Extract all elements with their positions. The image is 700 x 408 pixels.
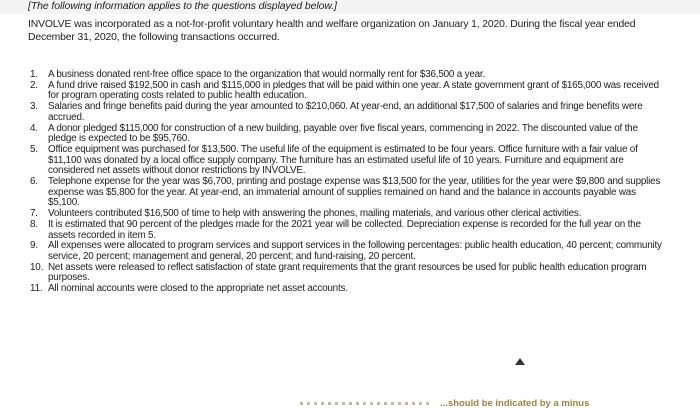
item-text: Office equipment was purchased for $13,500. The useful life of the equipment is estimated to be four years. Office furniture with a fair value of $11,100 was donated by a local office supply company. The furniture has an estimated useful life of 10 years. Furniture and equipment are considered net assets without donor restrictions by INVOLVE. [48,143,638,177]
cutoff-dotted-line [300,402,430,405]
item-number: 10. [30,261,44,273]
item-number: 7. [30,208,38,220]
item-text: Telephone expense for the year was $6,700, printing and postage expense was $13,500 for the year, utilities for the year were $9,800 and supplies expense was $5,800 for the year. At year-end, an immaterial amount of supplies remained on hand and the balance in accounts payable was $5,100. [48,176,661,209]
list-item [30,177,666,209]
list-item [30,220,666,241]
item-text: All expenses were allocated to program services and support services in the following percentages: public health education, 40 percent; community service, 20 percent; management and general, 20 percent; and fund-raising, 20 percent. [48,240,662,262]
list-item [30,124,666,145]
item-number: 8. [30,218,38,230]
item-number: 5. [30,143,38,155]
item-number: 3. [30,101,38,113]
intro-paragraph: INVOLVE was incorporated as a not-for-profit voluntary health and welfare organization on January 1, 2020. During the fiscal year ended December 31, 2020, the following transactions occurred. [28,19,636,43]
transaction-list [30,70,666,295]
info-note: [The following information applies to the questions displayed below.] [28,0,337,12]
cutoff-text: ...should be indicated by a minus [440,398,590,408]
list-item [30,284,666,295]
list-item [30,102,666,123]
item-text: A fund drive raised $192,500 in cash and $115,000 in pledges that will be paid within one year. A state government grant of $165,000 was received for program operating costs related to public health education. [48,79,659,102]
item-text: Net assets were released to reflect satisfaction of state grant requirements that the grant resources be used for public health education program purposes. [48,261,647,284]
list-item [30,81,666,102]
item-text: Salaries and fringe benefits paid during the year amounted to $210,060. At year-end, an additional $17,500 of salaries and fringe benefits were accrued. [48,101,643,123]
list-item [30,145,666,177]
item-text: A business donated rent-free office space to the organization that would normally rent for $36,500 a year. [48,69,485,80]
mouse-cursor-icon [515,358,525,365]
item-text: Volunteers contributed $16,500 of time to help with answering the phones, mailing materials, and various other clerical activities. [48,208,582,220]
item-text: It is estimated that 90 percent of the pledges made for the 2021 year will be collected. Depreciation expense is recorded for the full year on the assets recorded in item 5. [48,218,641,241]
item-number: 9. [30,240,38,252]
item-number: 11. [30,283,43,295]
list-item [30,263,666,284]
item-text: A donor pledged $115,000 for construction of a new building, payable over five fiscal years, commencing in 2022. The discounted value of the pledge is expected to be $95,760. [48,122,638,145]
item-number: 1. [30,69,38,80]
item-text: All nominal accounts were closed to the appropriate net asset accounts. [48,283,348,295]
item-number: 6. [30,176,38,188]
item-number: 2. [30,79,38,91]
list-item [30,241,666,262]
item-number: 4. [30,122,38,134]
